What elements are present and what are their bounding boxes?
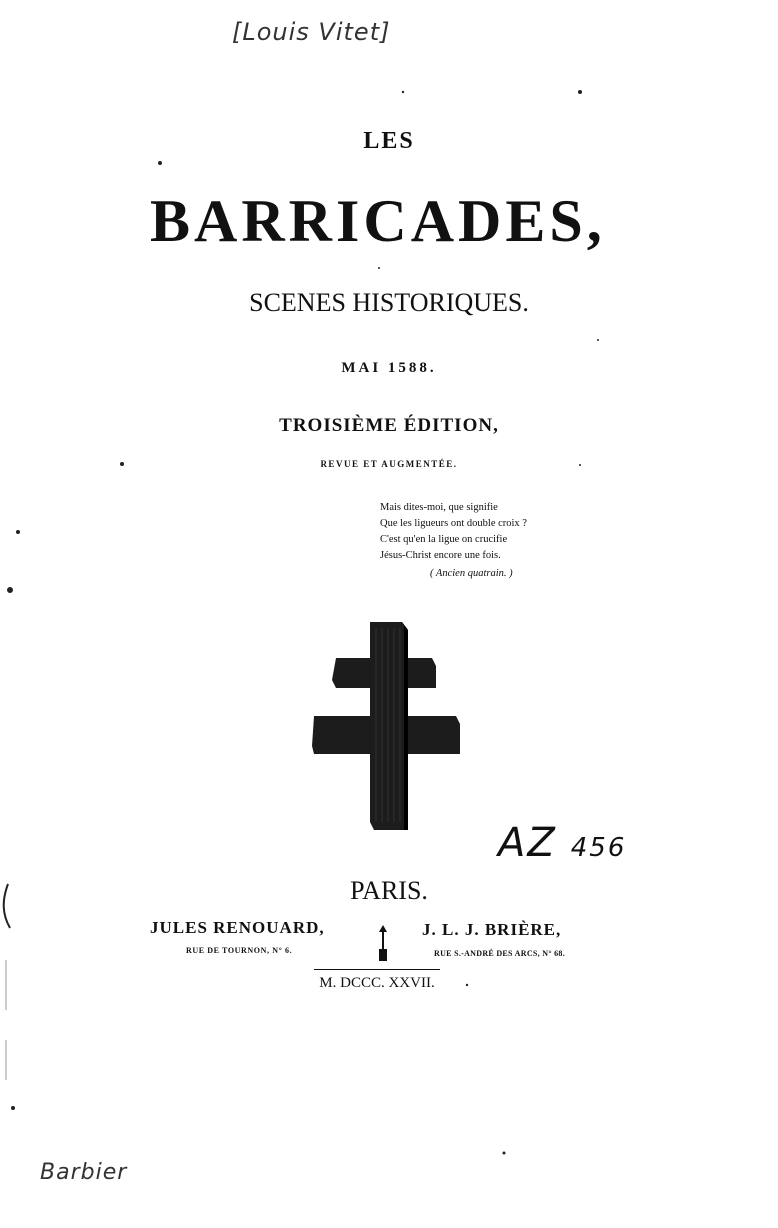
edition-line: TROISIÈME ÉDITION, — [279, 415, 499, 436]
shelfmark-letters: AZ — [498, 820, 557, 866]
publisher-left: JULES RENOUARD, — [150, 918, 325, 937]
imprint-city: PARIS. — [350, 876, 428, 905]
subtitle: SCENES HISTORIQUES. — [249, 288, 529, 317]
publisher-right: J. L. J. BRIÈRE, — [422, 920, 562, 939]
address-right: RUE S.-ANDRÉ DES ARCS, N° 68. — [434, 949, 566, 958]
main-title: BARRICADES, — [150, 188, 606, 254]
handwritten-bottom-note: Barbier — [40, 1160, 128, 1185]
epigraph-line: Jésus-Christ encore une fois. — [380, 550, 501, 561]
imprint-year: M. DCCC. XXVII. — [319, 975, 435, 991]
title-les: LES — [363, 128, 415, 154]
date-line: MAI 1588. — [341, 360, 437, 376]
revised-line: REVUE ET AUGMENTÉE. — [320, 459, 458, 469]
epigraph-attribution: ( Ancien quatrain. ) — [430, 568, 513, 579]
epigraph-line: C'est qu'en la ligue on crucifie — [380, 534, 508, 545]
handwritten-author-note: [Louis Vitet] — [232, 18, 391, 46]
address-left: RUE DE TOURNON, N° 6. — [186, 946, 293, 955]
shelfmark-number: 456 — [570, 833, 627, 863]
epigraph-line: Que les ligueurs ont double croix ? — [380, 518, 527, 529]
epigraph-line: Mais dites-moi, que signifie — [380, 502, 498, 513]
